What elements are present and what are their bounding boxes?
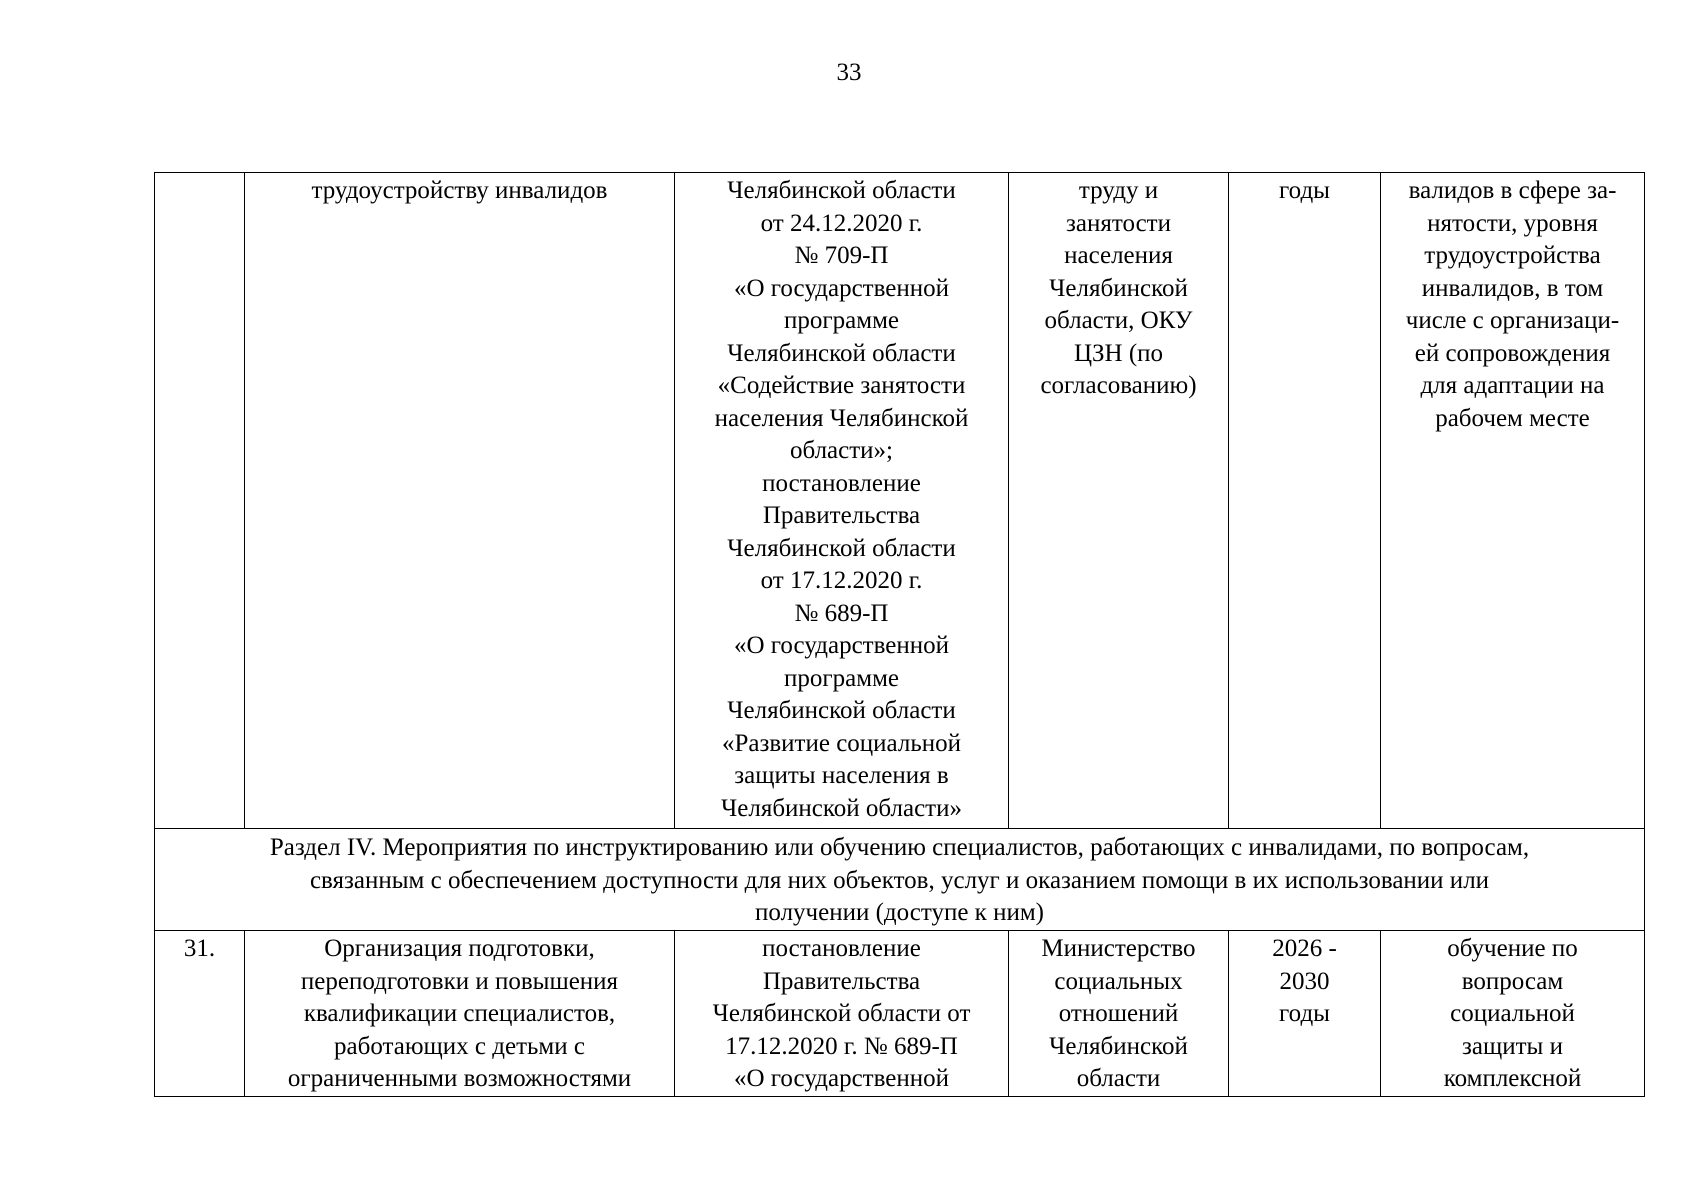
cell-legal-basis: Челябинской области от 24.12.2020 г. № 709-П «О государственной программе Челябинской области «Содействие занятости населения Челябинской области»; постановление Правительства Челябинской области от 17.12.2020 г. № 689-П «О государственной программе Челябинской области «Развитие социальной защиты населения в Челябинской области» [675, 173, 1009, 829]
table-row-continued [155, 173, 1645, 829]
section-header-row [155, 829, 1645, 931]
cell-expected-result: обучение по вопросам социальной защиты и комплексной [1381, 931, 1645, 1097]
cell-executor: Министерство социальных отношений Челябинской области [1009, 931, 1229, 1097]
table-row-31 [155, 931, 1645, 1097]
cell-measure-name: трудоустройству инвалидов [245, 173, 675, 829]
cell-number [155, 173, 245, 829]
cell-executor: труду и занятости населения Челябинской области, ОКУ ЦЗН (по согласованию) [1009, 173, 1229, 829]
cell-period: годы [1229, 173, 1381, 829]
cell-number: 31. [155, 931, 245, 1097]
section-header: Раздел IV. Мероприятия по инструктированию или обучению специалистов, работающих с инвалидами, по вопросам, связанным с обеспечением доступности для них объектов, услуг и оказанием помощи в их использовании или получении (доступе к ним) [155, 829, 1645, 931]
page-number: 33 [836, 59, 862, 86]
measures-table [154, 172, 1645, 1097]
cell-measure-name: Организация подготовки, переподготовки и повышения квалификации специалистов, работающих с детьми с ограниченными возможностями [245, 931, 675, 1097]
cell-period: 2026 - 2030 годы [1229, 931, 1381, 1097]
cell-legal-basis: постановление Правительства Челябинской области от 17.12.2020 г. № 689-П «О государственной [675, 931, 1009, 1097]
cell-expected-result: валидов в сфере за- нятости, уровня трудоустройства инвалидов, в том числе с организаци- ей сопровождения для адаптации на рабочем месте [1381, 173, 1645, 829]
